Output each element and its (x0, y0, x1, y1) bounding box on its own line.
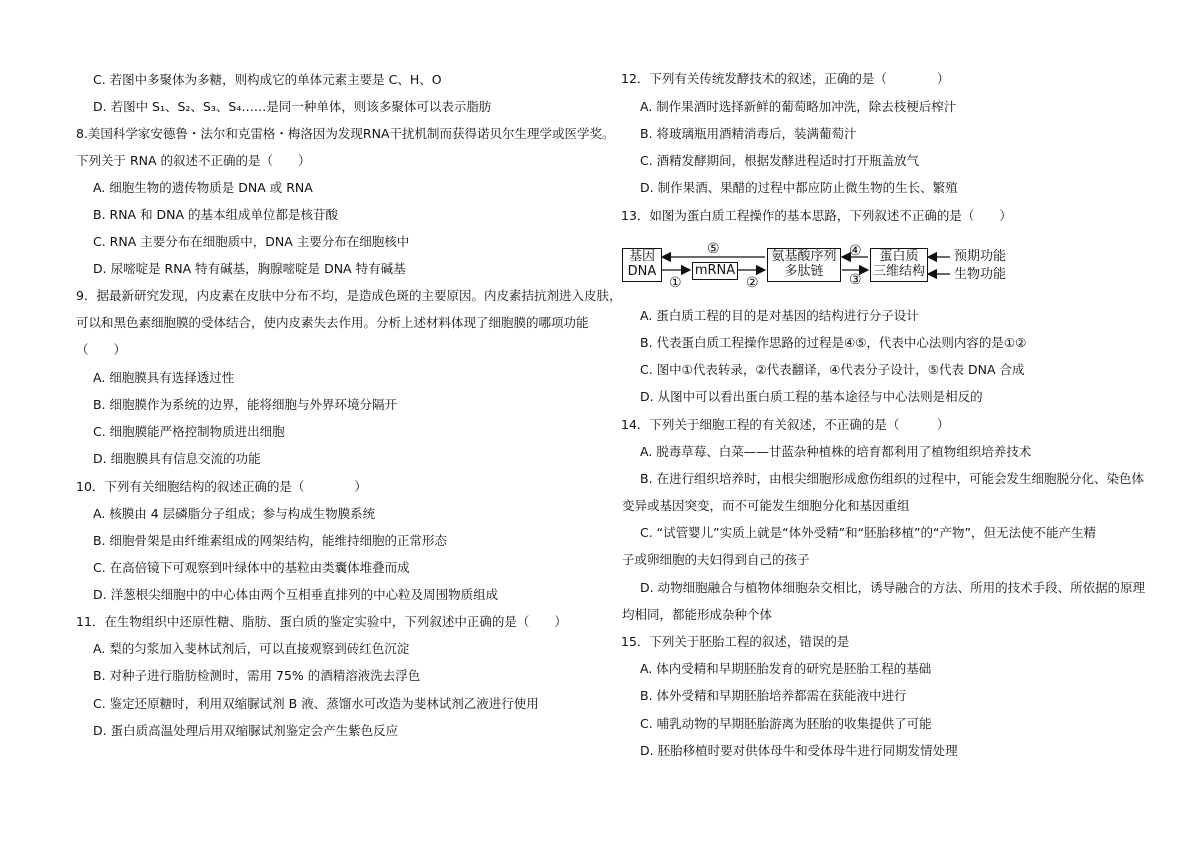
option-text: B. 体外受精和早期胚胎培养都需在获能液中进行 (640, 688, 907, 703)
amino-acid-seq-label: 氨基酸序列 (771, 249, 837, 264)
option-text: B. RNA 和 DNA 的基本组成单位都是核苷酸 (93, 207, 339, 222)
option-text: C. 若图中多聚体为多糖，则构成它的单体元素主要是 C、H、O (93, 72, 442, 87)
question-text: 8.美国科学家安德鲁・法尔和克雷格・梅洛因为发现RNA干扰机制而获得诺贝尔生理学或医学奖。 (76, 126, 615, 141)
step-1-label: ① (669, 275, 682, 291)
option-text: D. 动物细胞融合与植物体细胞杂交相比，诱导融合的方法、所用的技术手段、所依据的原理 (640, 580, 1146, 595)
option-text: B. 对种子进行脂肪检测时，需用 75% 的酒精溶液洗去浮色 (93, 668, 421, 683)
question-text: 下列关于 RNA 的叙述不正确的是（ ） (76, 153, 311, 168)
biological-function-label: 生物功能 (954, 267, 1007, 282)
option-text: C. 在高倍镜下可观察到叶绿体中的基粒由类囊体堆叠而成 (93, 560, 410, 575)
option-text: 变异或基因突变，而不可能发生细胞分化和基因重组 (622, 498, 910, 513)
polypeptide-label: 多肽链 (784, 264, 824, 279)
option-text: A. 体内受精和早期胚胎发育的研究是胚胎工程的基础 (640, 661, 932, 676)
option-text: 子或卵细胞的夫妇得到自己的孩子 (622, 552, 810, 567)
structure-label: 三维结构 (872, 264, 925, 279)
option-text: A. 细胞膜具有选择透过性 (93, 370, 235, 385)
question-text: 13．如图为蛋白质工程操作的基本思路，下列叙述不正确的是（ ） (621, 208, 1012, 223)
option-text: D. 蛋白质高温处理后用双缩脲试剂鉴定会产生紫色反应 (93, 723, 399, 738)
option-text: B. 细胞膜作为系统的边界，能将细胞与外界环境分隔开 (93, 397, 398, 412)
option-text: C. 图中①代表转录，②代表翻译，④代表分子设计，⑤代表 DNA 合成 (640, 362, 1025, 377)
option-text: D. 若图中 S₁、S₂、S₃、S₄……是同一种单体，则该多聚体可以表示脂肪 (93, 99, 492, 114)
option-text: A. 蛋白质工程的目的是对基因的结构进行分子设计 (640, 308, 919, 323)
protein-box (870, 248, 928, 282)
question-text: 9．据最新研究发现，内皮素在皮肤中分布不均，是造成色斑的主要原因。内皮素拮抗剂进入皮肤， (76, 288, 622, 303)
question-text: 14．下列关于细胞工程的有关叙述，不正确的是（ ） (621, 417, 950, 432)
expected-function-label: 预期功能 (954, 249, 1007, 264)
option-text: A. 细胞生物的遗传物质是 DNA 或 RNA (93, 180, 313, 195)
option-text: D. 细胞膜具有信息交流的功能 (93, 451, 261, 466)
amino-acid-box (767, 248, 841, 282)
question-text: 11．在生物组织中还原性糖、脂肪、蛋白质的鉴定实验中，下列叙述中正确的是（ ） (76, 614, 567, 629)
option-text: D. 从图中可以看出蛋白质工程的基本途径与中心法则是相反的 (640, 389, 983, 404)
option-text: C. RNA 主要分布在细胞质中，DNA 主要分布在细胞核中 (93, 234, 410, 249)
option-text: B. 细胞骨架是由纤维素组成的网架结构，能维持细胞的正常形态 (93, 533, 448, 548)
option-text: D. 制作果酒、果醋的过程中都应防止微生物的生长、繁殖 (640, 180, 958, 195)
option-text: C. 酒精发酵期间，根据发酵进程适时打开瓶盖放气 (640, 153, 920, 168)
dna-label: DNA (627, 264, 657, 279)
question-text: （ ） (76, 342, 127, 357)
option-text: C. 细胞膜能严格控制物质进出细胞 (93, 424, 285, 439)
step-3-label: ③ (849, 272, 862, 288)
option-text: B. 将玻璃瓶用酒精消毒后，装满葡萄汁 (640, 126, 857, 141)
option-text: A. 制作果酒时选择新鲜的葡萄略加冲洗，除去枝梗后榨汁 (640, 99, 957, 114)
step-2-label: ② (746, 275, 759, 291)
option-text: A. 脱毒草莓、白菜——甘蓝杂种植株的培育都利用了植物组织培养技术 (640, 444, 1032, 459)
option-text: D. 胚胎移植时要对供体母牛和受体母牛进行同期发情处理 (640, 743, 958, 758)
protein-engineering-diagram (620, 240, 1010, 296)
option-text: 均相同，都能形成杂种个体 (622, 607, 773, 622)
option-text: D. 洋葱根尖细胞中的中心体由两个互相垂直排列的中心粒及周围物质组成 (93, 587, 499, 602)
option-text: C. 哺乳动物的早期胚胎游离为胚胎的收集提供了可能 (640, 716, 932, 731)
mrna-label: mRNA (694, 263, 736, 278)
question-text: 10．下列有关细胞结构的叙述正确的是（ ） (76, 479, 367, 494)
step-5-label: ⑤ (707, 241, 720, 257)
mrna-box (692, 262, 738, 280)
question-text: 15．下列关于胚胎工程的叙述，错误的是 (621, 634, 850, 649)
option-text: B. 在进行组织培养时，由根尖细胞形成愈伤组织的过程中，可能会发生细胞脱分化、染色体 (640, 471, 1145, 486)
option-text: A. 梨的匀浆加入斐林试剂后，可以直接观察到砖红色沉淀 (93, 641, 410, 656)
question-text: 12．下列有关传统发酵技术的叙述，正确的是（ ） (621, 71, 950, 86)
protein-label: 蛋白质 (879, 249, 919, 264)
option-text: B. 代表蛋白质工程操作思路的过程是④⑤，代表中心法则内容的是①② (640, 335, 1027, 350)
gene-label: 基因 (628, 249, 655, 264)
step-4-label: ④ (849, 243, 862, 259)
option-text: A. 核膜由 4 层磷脂分子组成；参与构成生物膜系统 (93, 506, 376, 521)
question-text: 可以和黑色素细胞膜的受体结合，使内皮素失去作用。分析上述材料体现了细胞膜的哪项功能 (76, 315, 589, 330)
option-text: C. 鉴定还原糖时，利用双缩脲试剂 B 液、蒸馏水可改造为斐林试剂乙液进行使用 (93, 696, 539, 711)
option-text: D. 尿嘧啶是 RNA 特有碱基，胸腺嘧啶是 DNA 特有碱基 (93, 261, 406, 276)
gene-dna-box (622, 248, 662, 282)
option-text: C. “试管婴儿”实质上就是“体外受精”和“胚胎移植”的“产物”，但无法使不能产生精 (640, 525, 1096, 540)
